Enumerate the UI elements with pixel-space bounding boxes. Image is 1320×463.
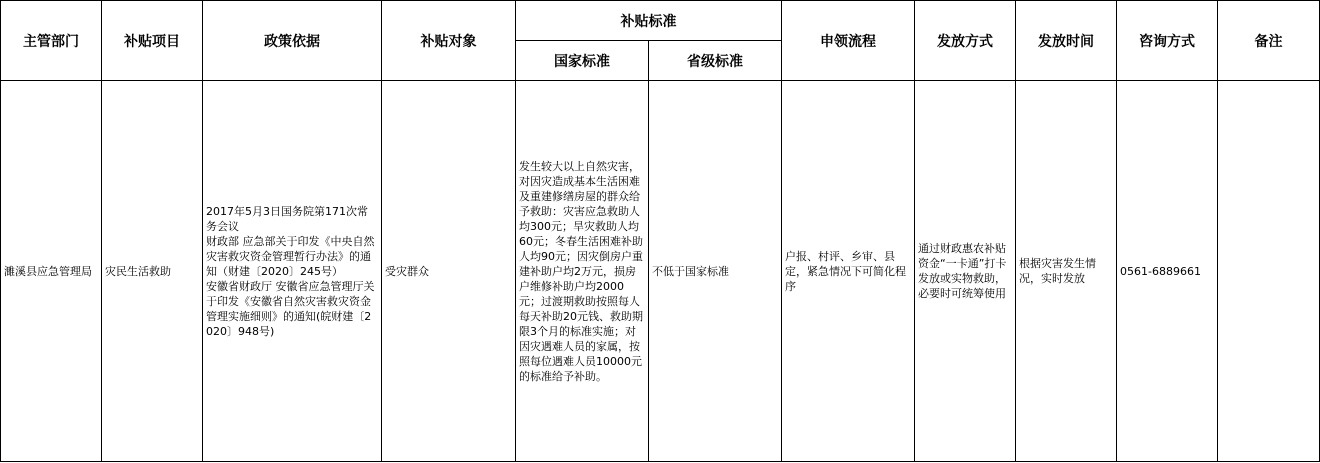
cell-payment-method: 通过财政惠农补贴资金“一卡通”打卡发放或实物救助，必要时可统筹使用 (915, 81, 1016, 462)
cell-department: 濉溪县应急管理局 (1, 81, 102, 462)
header-payment-time: 发放时间 (1016, 1, 1117, 81)
header-row-top (1, 1, 1320, 41)
cell-contact: 0561-6889661 (1117, 81, 1218, 462)
header-contact: 咨询方式 (1117, 1, 1218, 81)
header-standard: 补贴标准 (516, 1, 782, 41)
cell-policy-basis: 2017年5月3日国务院第171次常务会议 财政部 应急部关于印发《中央自然灾害救灾资金管理暂行办法》的通知（财建〔2020〕245号） 安徽省财政厅 安徽省应急管理厅关于印发《安徽省自然灾害救灾资金管理实施细则》的通知(皖财建〔2020〕948号) (203, 81, 382, 462)
cell-remarks (1218, 81, 1320, 462)
header-policy-basis: 政策依据 (203, 1, 382, 81)
cell-payment-time: 根据灾害发生情况，实时发放 (1016, 81, 1117, 462)
header-provincial-standard: 省级标准 (649, 41, 782, 81)
header-remarks: 备注 (1218, 1, 1320, 81)
header-national-standard: 国家标准 (516, 41, 649, 81)
header-target: 补贴对象 (382, 1, 516, 81)
cell-target: 受灾群众 (382, 81, 516, 462)
table-row (1, 81, 1320, 462)
header-department: 主管部门 (1, 1, 102, 81)
cell-national-standard: 发生较大以上自然灾害，对因灾造成基本生活困难及重建修缮房屋的群众给予救助：灾害应急救助人均300元；旱灾救助人均60元；冬春生活困难补助人均90元；因灾倒房户重建补助户均2万元，损房户维修补助户均2000元；过渡期救助按照每人每天补助20元钱、救助期限3个月的标准实施；对因灾遇难人员的家属，按照每位遇难人员10000元的标准给予补助。 (516, 81, 649, 462)
cell-item: 灾民生活救助 (102, 81, 203, 462)
header-payment-method: 发放方式 (915, 1, 1016, 81)
cell-process: 户报、村评、乡审、县定，紧急情况下可简化程序 (782, 81, 915, 462)
cell-provincial-standard: 不低于国家标准 (649, 81, 782, 462)
header-item: 补贴项目 (102, 1, 203, 81)
header-process: 申领流程 (782, 1, 915, 81)
